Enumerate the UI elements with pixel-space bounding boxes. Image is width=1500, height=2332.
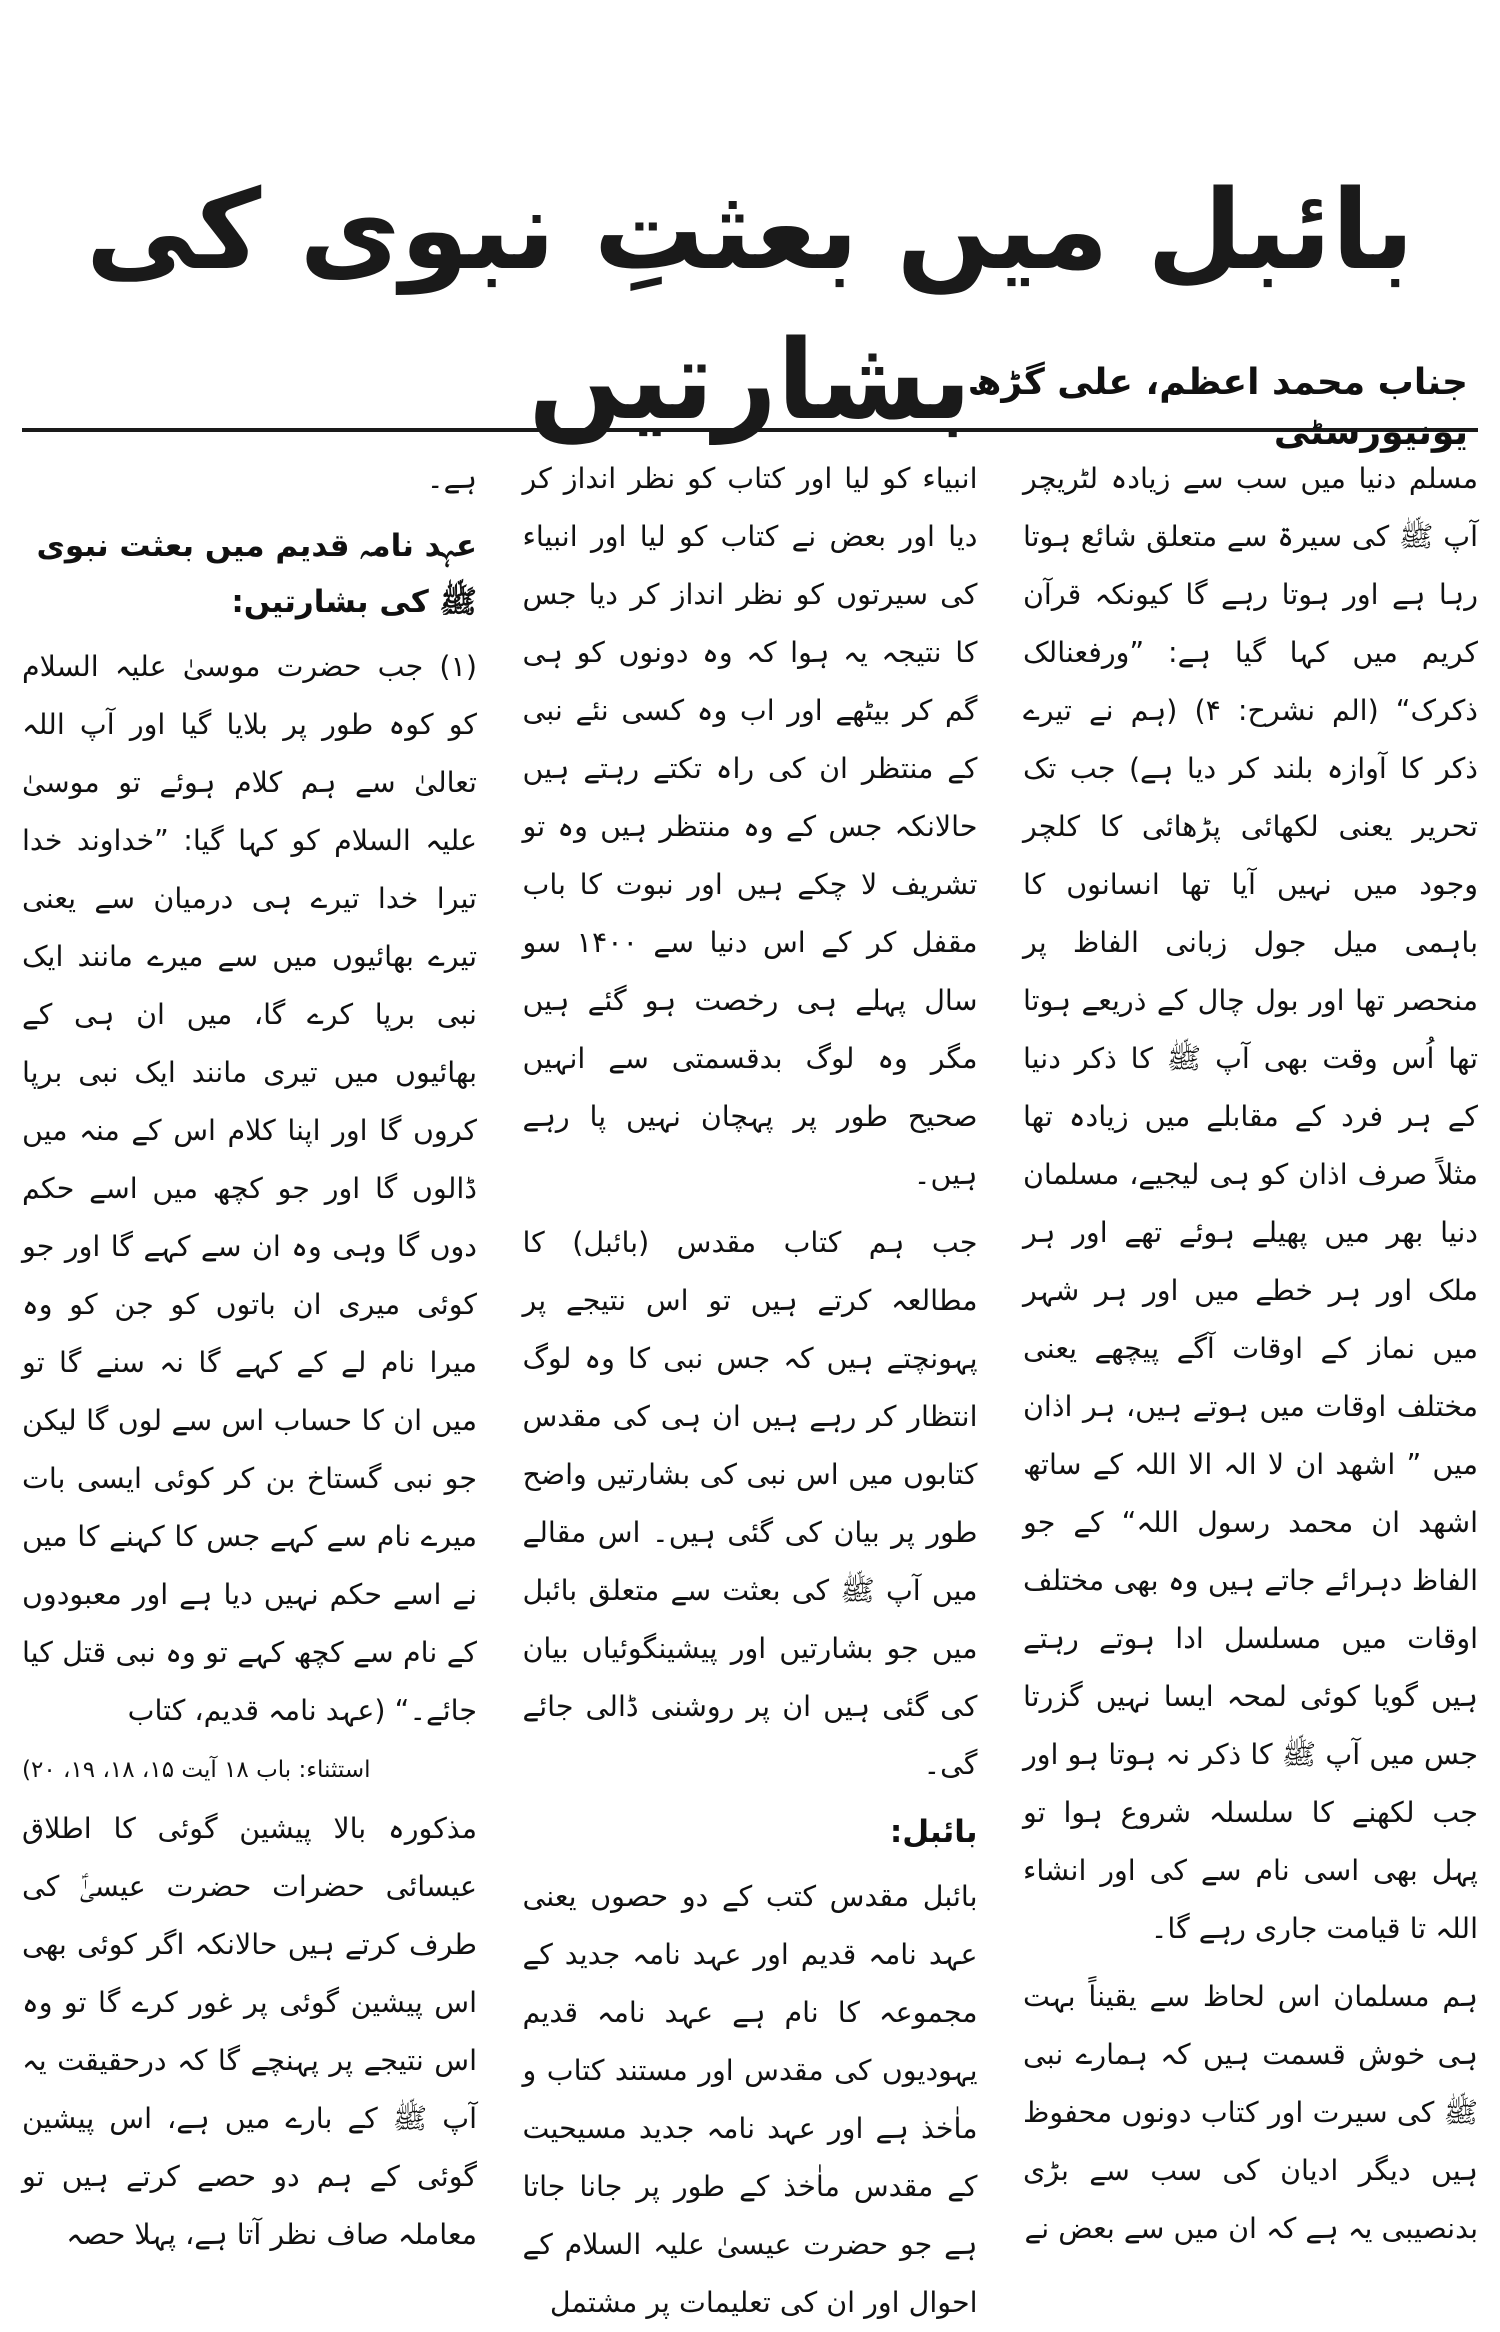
scripture-reference: استثناء: باب ۱۸ آیت ۱۵، ۱۸، ۱۹، ۲۰) (22, 1757, 371, 1783)
column-right-paragraph-2: ہم مسلمان اس لحاظ سے یقیناً بہت ہی خوش قسمت ہیں کہ ہمارے نبی ﷺ کی سیرت اور کتاب دونوں محفوظ ہیں دیگر ادیان کی سب سے بڑی بدنصیبی یہ ہے کہ ان میں سے بعض نے (1023, 1980, 1478, 2245)
column-left-paragraph-2: مذکورہ بالا پیشین گوئی کا اطلاق عیسائی حضرات حضرت عیسیٰؑ کی طرف کرتے ہیں حالانکہ اگر کوئی بھی اس پیشین گوئی پر غور کرے گا تو وہ اس نتیجے پر پہنچے گا کہ درحقیقت یہ آپ ﷺ کے بارے میں ہے، اس پیشین گوئی کے ہم دو حصے کرتے ہیں تو معاملہ صاف نظر آتا ہے، پہلا حصہ (22, 1812, 477, 2251)
column-middle-paragraph-3: بائبل مقدس کتب کے دو حصوں یعنی عہد نامہ قدیم اور عہد نامہ جدید کے مجموعہ کا نام ہے عہد نامہ قدیم یہودیوں کی مقدس اور مستند کتاب و ماٰخذ ہے اور عہد نامہ جدید مسیحیت کے مقدس ماٰخذ کے طور پر جانا جاتا ہے جو حضرت عیسیٰ علیہ السلام کے احوال اور ان کی تعلیمات پر مشتمل (522, 1880, 978, 2319)
column-right (1023, 450, 1478, 2245)
author-byline: جناب محمد اعظم، علی گڑھ یونیورسٹی (967, 362, 1468, 453)
column-middle-paragraph-2: جب ہم کتاب مقدس (بائبل) کا مطالعہ کرتے ہیں تو اس نتیجے پر پہونچتے ہیں کہ جس نبی کا وہ لوگ انتظار کر رہے ہیں ان ہی کی مقدس کتابوں میں اس نبی کی بشارتیں واضح طور پر بیان کی گئی ہیں۔ اس مقالے میں آپ ﷺ کی بعثت سے متعلق بائبل میں جو بشارتیں اور پیشینگوئیاں بیان کی گئی ہیں ان پر روشنی ڈالی جائے گی۔ (522, 1226, 978, 1781)
column-right-paragraph-1: مسلم دنیا میں سب سے زیادہ لٹریچر آپ ﷺ کی سیرۃ سے متعلق شائع ہوتا رہا ہے اور ہوتا رہے گا کیونکہ قرآن کریم میں کہا گیا ہے: ”ورفعنالک ذکرک“ (الم نشرح: ۴) (ہم نے تیرے ذکر کا آوازہ بلند کر دیا ہے) جب تک تحریر یعنی لکھائی پڑھائی کا کلچر وجود میں نہیں آیا تھا انسانوں کا باہمی میل جول زبانی الفاظ پر منحصر تھا اور بول چال کے ذریعے ہوتا تھا اُس وقت بھی آپ ﷺ کا ذکر دنیا کے ہر فرد کے مقابلے میں زیادہ تھا مثلاً صرف اذان کو ہی لیجیے، مسلمان دنیا بھر میں پھیلے ہوئے تھے اور ہر ملک اور ہر خطے میں اور ہر شہر میں نماز کے اوقات آگے پیچھے یعنی مختلف اوقات میں ہوتے ہیں، ہر اذان میں ” اشھد ان لا الہ الا اللہ کے ساتھ اشھد ان محمد رسول اللہ“ کے جو الفاظ دہرائے جاتے ہیں وہ بھی مختلف اوقات میں مسلسل ادا ہوتے رہتے ہیں گویا کوئی لمحہ ایسا نہیں گزرتا جس میں آپ ﷺ کا ذکر نہ ہوتا ہو اور جب لکھنے کا سلسلہ شروع ہوا تو پہل بھی اسی نام سے کی اور انشاء اللہ تا قیامت جاری رہے گا۔ (1023, 462, 1478, 1945)
column-left-paragraph-1: (۱) جب حضرت موسیٰ علیہ السلام کو کوہ طور پر بلایا گیا اور آپ اللہ تعالیٰ سے ہم کلام ہوئے تو موسیٰ علیہ السلام کو کہا گیا: ”خداوند خدا تیرا خدا تیرے ہی درمیان سے یعنی تیرے بھائیوں میں سے میرے مانند ایک نبی برپا کرے گا، میں ان ہی کے بھائیوں میں تیری مانند ایک نبی برپا کروں گا اور اپنا کلام اس کے منہ میں ڈالوں گا اور جو کچھ میں اسے حکم دوں گا وہی وہ ان سے کہے گا اور جو کوئی میری ان باتوں کو جن کو وہ میرا نام لے کے کہے گا نہ سنے گا تو میں ان کا حساب اس سے لوں گا لیکن جو نبی گستاخ بن کر کوئی ایسی بات میرے نام سے کہے جس کا کہنے کا میں نے اسے حکم نہیں دیا ہے اور معبودوں کے نام سے کچھ کہے تو وہ نبی قتل کیا جائے۔“ (عہد نامہ قدیم، کتاب (22, 650, 477, 1727)
section-heading-bible: بائبل: (889, 1814, 978, 1850)
column-left-continuation: ہے۔ (426, 462, 477, 495)
header-divider (22, 428, 1478, 432)
column-left (22, 450, 477, 2251)
column-middle-paragraph-1: انبیاء کو لیا اور کتاب کو نظر انداز کر دیا اور بعض نے کتاب کو لیا اور انبیاء کی سیرتوں کو نظر انداز کر دیا جس کا نتیجہ یہ ہوا کہ وہ دونوں کو ہی گم کر بیٹھے اور اب وہ کسی نئے نبی کے منتظر ان کی راہ تکتے رہتے ہیں حالانکہ جس کے وہ منتظر ہیں وہ تو تشریف لا چکے ہیں اور نبوت کا باب مقفل کر کے اس دنیا سے ۱۴۰۰ سو سال پہلے ہی رخصت ہو گئے ہیں مگر وہ لوگ بدقسمتی سے انہیں صحیح طور پر پہچان نہیں پا رہے ہیں۔ (522, 462, 978, 1191)
column-middle (522, 450, 978, 2319)
article-title: بائبل میں بعثتِ نبوی کی بشارتیں (85, 166, 1415, 444)
article-columns (22, 450, 1478, 2319)
section-heading-old-testament: عہد نامہ قدیم میں بعثت نبوی ﷺ کی بشارتیں: (36, 528, 477, 620)
